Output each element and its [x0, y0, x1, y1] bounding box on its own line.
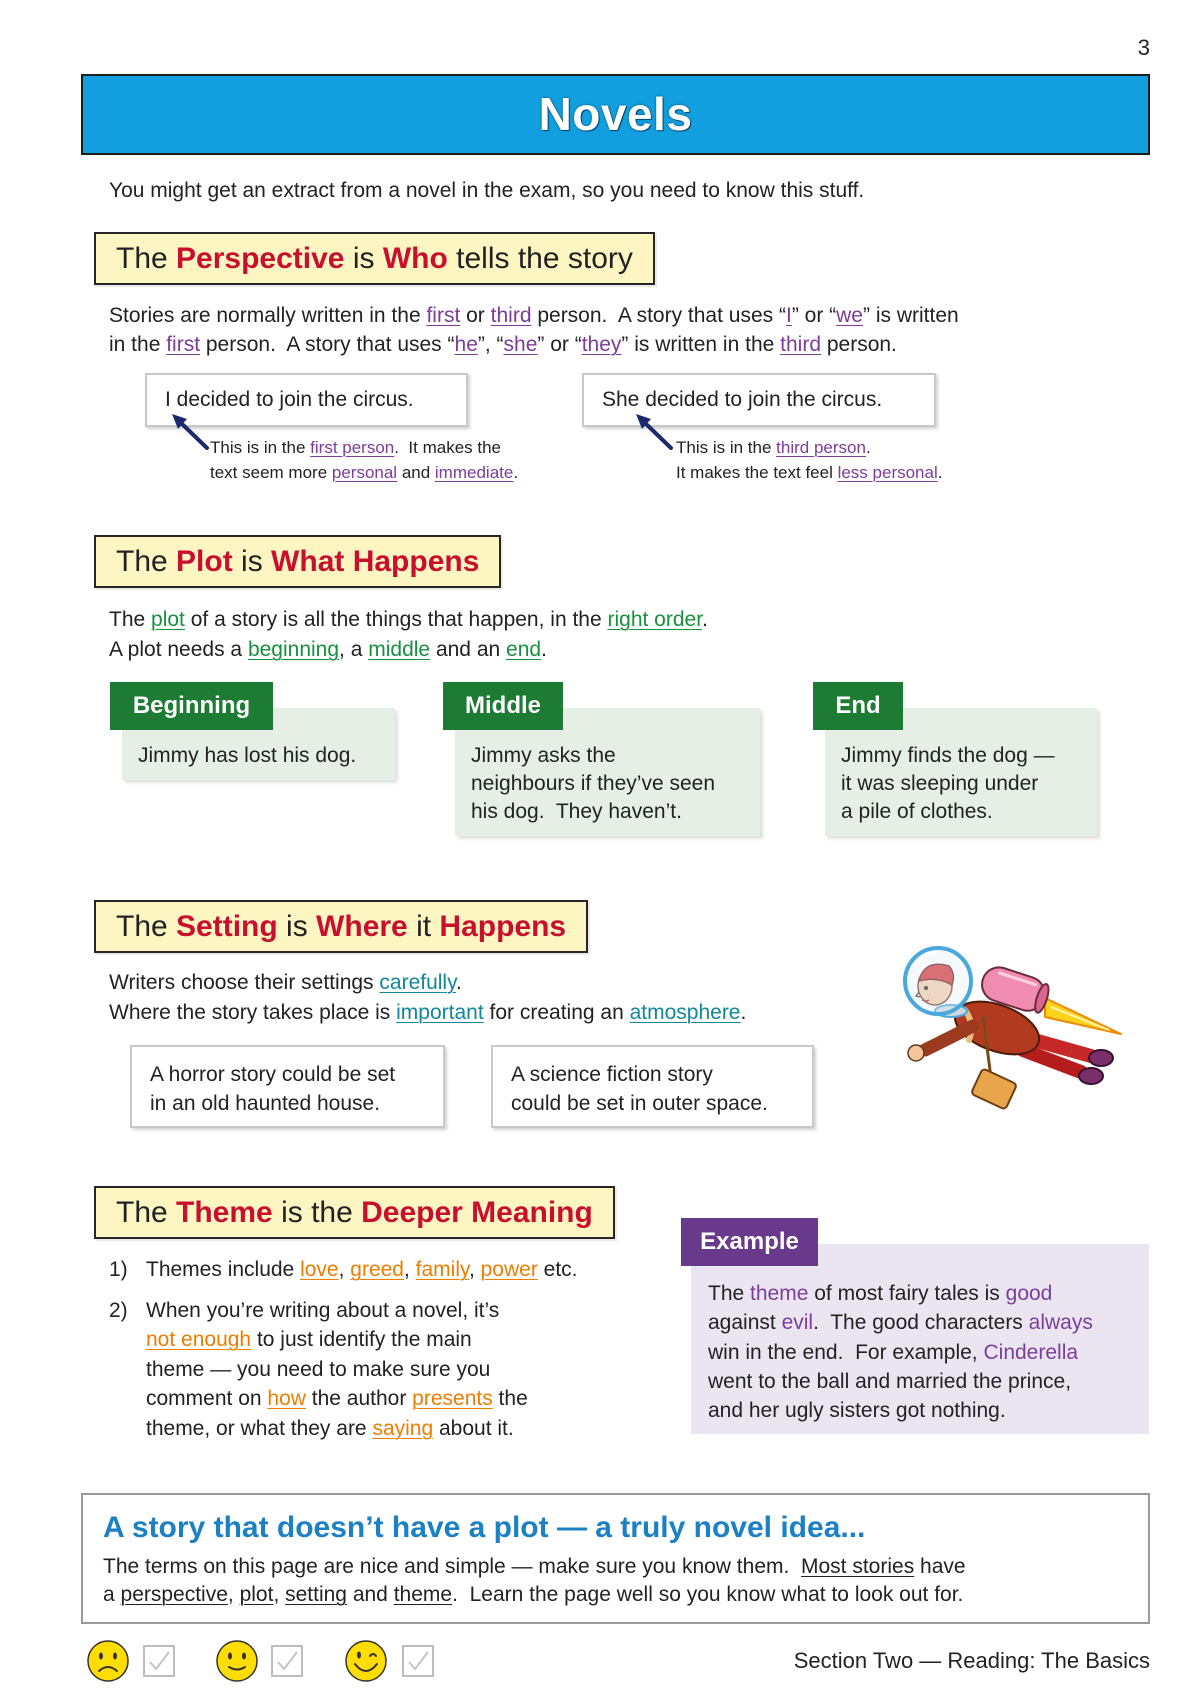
- text-run: tells the story: [447, 242, 633, 275]
- key-term: power: [480, 1258, 538, 1281]
- text-run: is the: [272, 1196, 362, 1229]
- text-run: in the: [109, 333, 167, 356]
- text-run: could be set in outer space.: [511, 1092, 768, 1115]
- text-run: .: [937, 463, 943, 482]
- list-item-text: [146, 1296, 528, 1444]
- footer-section-title: Section Two — Reading: The Basics: [793, 1648, 1150, 1673]
- text-run: The: [116, 242, 177, 275]
- text-run: ,: [273, 1583, 286, 1606]
- key-term: immediate: [434, 463, 514, 482]
- key-term: carefully: [379, 971, 457, 994]
- key-term: less personal: [837, 463, 938, 482]
- key-term: first person: [310, 438, 395, 457]
- sad-face-icon: [86, 1639, 130, 1683]
- text-run: . It makes the: [394, 438, 502, 457]
- key-term: they: [581, 333, 622, 356]
- key-term: he: [454, 333, 478, 356]
- arm: [908, 1026, 973, 1061]
- text-run: The: [109, 608, 152, 631]
- text-run: .: [865, 438, 871, 457]
- example-caption: [210, 435, 518, 485]
- text-run: ” is written in the: [621, 333, 781, 356]
- key-term: important: [396, 1001, 484, 1024]
- text-run: .: [702, 608, 708, 631]
- text-line: [210, 460, 518, 485]
- section-paragraph: [109, 301, 959, 359]
- heading-keyword: Deeper Meaning: [361, 1196, 593, 1229]
- text-line: [676, 435, 942, 460]
- text-run: etc.: [537, 1258, 578, 1281]
- title-banner: [81, 74, 1150, 155]
- text-run: the author: [305, 1387, 413, 1410]
- text-line: [146, 1384, 528, 1414]
- text-run: of most fairy tales is: [808, 1282, 1006, 1305]
- text-line: [146, 1355, 528, 1385]
- key-term: always: [1028, 1311, 1093, 1335]
- text-line: [109, 330, 959, 359]
- text-run: , a: [339, 638, 369, 661]
- text-line: [109, 968, 746, 998]
- section-heading: [94, 535, 501, 588]
- heading-keyword: Who: [382, 242, 448, 275]
- text-line: [471, 742, 760, 770]
- text-line: [708, 1367, 1149, 1396]
- text-run: it: [407, 910, 440, 943]
- text-run: is: [277, 910, 317, 943]
- key-term: perspective: [120, 1583, 228, 1606]
- key-term: presents: [412, 1387, 493, 1410]
- text-line: [146, 1255, 578, 1285]
- intro-text: You might get an extract from a novel in the exam, so you need to know this stuff.: [109, 179, 865, 202]
- stage-label-beginning: Beginning: [110, 682, 273, 730]
- text-run: a pile of clothes.: [841, 800, 993, 823]
- text-run: in an old haunted house.: [150, 1092, 381, 1115]
- text-run: Themes include: [146, 1258, 301, 1281]
- text-run: neighbours if they’ve seen: [471, 772, 715, 795]
- key-term: right order: [607, 608, 703, 631]
- key-term: saying: [372, 1416, 434, 1440]
- text-run: .: [541, 638, 547, 661]
- example-label: Example: [681, 1218, 818, 1266]
- key-term: not enough: [146, 1328, 252, 1351]
- page-number: 3: [1137, 35, 1150, 60]
- key-term: beginning: [247, 638, 340, 661]
- text-line: [841, 770, 1097, 798]
- heading-keyword: Happens: [439, 910, 567, 943]
- key-term: setting: [285, 1583, 347, 1606]
- key-term: personal: [331, 463, 398, 482]
- example-sentence-box: I decided to join the circus.: [145, 373, 468, 427]
- text-line: [708, 1396, 1149, 1425]
- text-run: . The good characters: [813, 1311, 1029, 1335]
- key-term: evil: [781, 1311, 814, 1335]
- key-term: greed: [350, 1258, 404, 1281]
- checkbox-icon[interactable]: [143, 1645, 175, 1677]
- text-run: Stories are normally written in the: [109, 304, 427, 327]
- text-run: ” or “: [537, 333, 582, 356]
- key-term: Most stories: [801, 1555, 915, 1578]
- key-term: first: [426, 304, 461, 327]
- setting-example-box: [491, 1045, 814, 1128]
- text-run: Jimmy finds the dog —: [841, 744, 1055, 767]
- text-run: Writers choose their settings: [109, 971, 380, 994]
- text-run: and: [346, 1583, 394, 1606]
- text-run: This is in the: [676, 438, 777, 457]
- text-run: of a story is all the things that happen, in the: [184, 608, 608, 631]
- text-run: theme, or what they are: [146, 1416, 373, 1440]
- text-line: [471, 770, 760, 798]
- key-term: first: [166, 333, 201, 356]
- theme-points-list: [109, 1255, 578, 1443]
- text-run: person.: [821, 333, 897, 356]
- text-run: A horror story could be set: [150, 1063, 396, 1086]
- key-term: she: [503, 333, 538, 356]
- key-term: love: [300, 1258, 339, 1281]
- text-line: [109, 605, 708, 635]
- text-run: The: [116, 910, 177, 943]
- text-run: Jimmy has lost his dog.: [138, 744, 357, 767]
- text-run: have: [914, 1555, 966, 1578]
- key-term: third: [490, 304, 532, 327]
- checkbox-icon[interactable]: [402, 1645, 434, 1677]
- summary-heading: A story that doesn’t have a plot — a truly novel idea...: [103, 1511, 866, 1544]
- key-term: how: [267, 1387, 306, 1410]
- key-term: Cinderella: [983, 1340, 1079, 1364]
- text-line: [511, 1089, 812, 1118]
- text-run: Where the story takes place is: [109, 1001, 397, 1024]
- list-item: [109, 1255, 578, 1285]
- text-run: This is in the: [210, 438, 311, 457]
- key-term: I: [785, 304, 792, 327]
- text-run: or: [460, 304, 491, 327]
- list-item-text: [146, 1255, 578, 1285]
- text-run: ” is written: [863, 304, 959, 327]
- text-line: [116, 1188, 593, 1237]
- text-run: A plot needs a: [109, 638, 248, 661]
- key-term: plot: [239, 1583, 274, 1606]
- section-paragraph: [109, 968, 746, 1028]
- key-term: family: [415, 1258, 469, 1281]
- astronaut-illustration: [895, 940, 1125, 1125]
- text-run: It makes the text feel: [676, 463, 838, 482]
- text-run: is: [232, 545, 272, 578]
- helmet: [905, 948, 971, 1017]
- example-sentence-box: She decided to join the circus.: [582, 373, 936, 427]
- text-run: ”, “: [477, 333, 504, 356]
- text-line: [109, 301, 959, 330]
- text-run: ” or “: [791, 304, 837, 327]
- text-run: The: [708, 1282, 751, 1305]
- text-run: comment on: [146, 1387, 268, 1410]
- key-term: we: [836, 304, 863, 327]
- key-term: end: [506, 638, 542, 661]
- text-line: [109, 635, 708, 665]
- text-line: [210, 435, 518, 460]
- text-run: a: [103, 1583, 121, 1606]
- text-run: went to the ball and married the prince,: [708, 1369, 1072, 1393]
- section-heading: [94, 1186, 615, 1239]
- text-run: .: [513, 463, 519, 482]
- key-term: third: [780, 333, 822, 356]
- text-run: ,: [227, 1583, 240, 1606]
- text-line: [841, 742, 1097, 770]
- text-run: to just identify the main: [251, 1328, 472, 1351]
- heading-keyword: Plot: [176, 545, 233, 578]
- text-line: [116, 537, 479, 586]
- section-heading: [94, 900, 588, 953]
- jet-flame: [1045, 998, 1121, 1034]
- text-run: about it.: [433, 1416, 514, 1440]
- section-paragraph: [109, 605, 708, 665]
- checkbox-icon[interactable]: [271, 1645, 303, 1677]
- text-run: .: [740, 1001, 747, 1024]
- text-run: is: [344, 242, 383, 275]
- section-heading: [94, 232, 655, 285]
- text-line: [150, 1089, 443, 1118]
- text-line: [116, 902, 566, 951]
- key-term: middle: [368, 638, 431, 661]
- example-caption: [676, 435, 942, 485]
- text-line: [146, 1296, 528, 1326]
- happy-face-icon: [344, 1639, 388, 1683]
- text-run: When you’re writing about a novel, it’s: [146, 1298, 500, 1322]
- text-line: [676, 460, 942, 485]
- text-run: for creating an: [483, 1001, 630, 1024]
- key-term: plot: [151, 608, 185, 631]
- text-run: The terms on this page are nice and simple — make sure you know them.: [103, 1555, 801, 1578]
- text-run: person. A story that uses “: [200, 333, 455, 356]
- text-line: [708, 1279, 1149, 1308]
- list-item: [109, 1296, 578, 1444]
- text-line: [146, 1414, 528, 1444]
- text-line: [116, 234, 633, 283]
- key-term: good: [1005, 1282, 1053, 1305]
- heading-keyword: Where: [316, 910, 408, 943]
- text-run: it was sleeping under: [841, 772, 1039, 795]
- text-line: [841, 798, 1097, 826]
- text-line: [708, 1308, 1149, 1337]
- example-card: [691, 1244, 1149, 1434]
- text-run: Jimmy asks the: [471, 744, 616, 767]
- text-run: against: [708, 1311, 782, 1335]
- text-line: [109, 998, 746, 1028]
- text-line: [150, 1060, 443, 1089]
- text-run: win in the end. For example,: [708, 1340, 984, 1364]
- text-run: ,: [338, 1258, 351, 1281]
- text-run: person. A story that uses “: [531, 304, 786, 327]
- text-run: and: [397, 463, 435, 482]
- heading-keyword: Perspective: [176, 242, 345, 275]
- key-term: atmosphere: [629, 1001, 741, 1024]
- text-line: [471, 798, 760, 826]
- text-line: [138, 742, 395, 770]
- text-line: [103, 1553, 966, 1581]
- list-number: 2): [109, 1298, 128, 1322]
- key-term: theme: [750, 1282, 809, 1305]
- text-run: and an: [430, 638, 507, 661]
- heading-keyword: Theme: [176, 1196, 273, 1229]
- setting-example-box: [130, 1045, 445, 1128]
- text-line: [103, 1581, 966, 1609]
- text-run: . Learn the page well so you know what to look out for.: [452, 1583, 964, 1606]
- key-term: third person: [776, 438, 866, 457]
- text-run: his dog. They haven’t.: [471, 800, 682, 823]
- summary-text: [103, 1553, 966, 1609]
- summary-box: [81, 1493, 1150, 1624]
- text-line: [708, 1338, 1149, 1367]
- heading-keyword: What Happens: [271, 545, 480, 578]
- text-run: A science fiction story: [511, 1063, 713, 1086]
- text-run: theme — you need to make sure you: [146, 1357, 491, 1381]
- text-run: The: [116, 1196, 177, 1229]
- text-line: [146, 1325, 528, 1355]
- text-run: The: [116, 545, 177, 578]
- heading-keyword: Setting: [176, 910, 278, 943]
- text-run: ,: [404, 1258, 416, 1281]
- list-number: 1): [109, 1258, 128, 1281]
- text-run: text seem more: [210, 463, 332, 482]
- neutral-face-icon: [215, 1639, 259, 1683]
- text-run: the: [492, 1387, 528, 1410]
- text-run: and her ugly sisters got nothing.: [708, 1399, 1006, 1423]
- text-line: [511, 1060, 812, 1089]
- key-term: theme: [393, 1583, 453, 1606]
- page-title: Novels: [538, 88, 693, 140]
- stage-label-end: End: [813, 682, 903, 730]
- text-run: .: [456, 971, 462, 994]
- pointer-arrow-icon: [624, 405, 684, 455]
- text-run: ,: [468, 1258, 481, 1281]
- stage-label-middle: Middle: [443, 682, 563, 730]
